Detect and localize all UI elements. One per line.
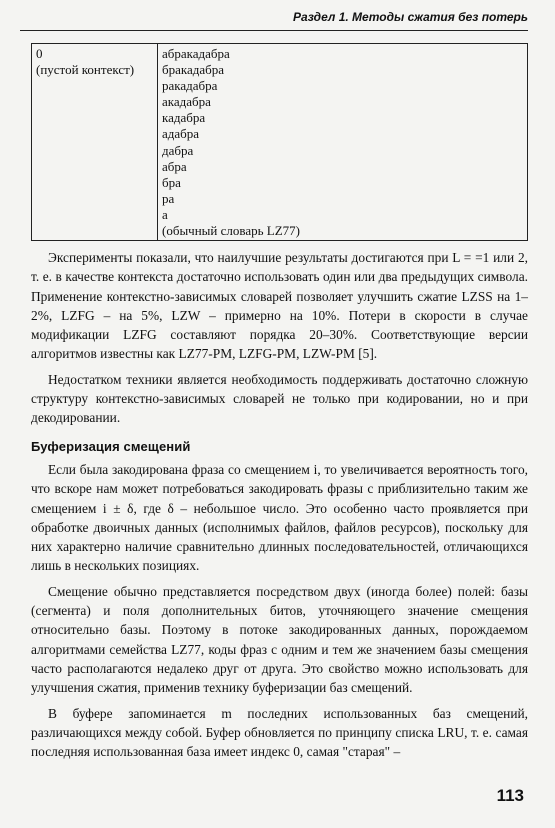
- paragraph-drawback: Недостатком техники является необходимость поддерживать достаточно сложную структуру контекстно-зависимых словарей не только при кодировании, но и при декодировании.: [31, 371, 528, 426]
- dictionary-entry: ра: [162, 190, 175, 206]
- main-text: [31, 248, 528, 761]
- context-value: 0: [36, 46, 43, 61]
- paragraph-buffer: В буфере запоминается m последних использованных баз смещений, различающихся между собой. Буфер обновляется по принципу списка LRU, т. е. самая последняя использованная база имеет индекс 0, самая "старая" –: [31, 705, 528, 760]
- dictionary-entry: кадабра: [162, 110, 206, 126]
- running-header: [20, 8, 528, 31]
- dictionary-entry: а: [162, 206, 168, 222]
- section-heading: Буферизация смещений: [31, 438, 191, 454]
- paragraph-offset-intro: Если была закодирована фраза со смещением i, то увеличивается вероятность того, что вскоре нам может потребоваться закодировать фразы с приблизительно таким же смещением i ± δ, где δ – небольшое число. Это особенно часто проявляется при обработке двоичных данных (исполнимых файлов, файлов ресурсов), поскольку для них характерно наличие сравнительно длинных последовательностей, отличающихся лишь в нескольких позициях.: [31, 461, 528, 574]
- dictionary-entry: адабра: [162, 126, 200, 142]
- dictionary-entry: бра: [162, 174, 181, 190]
- dictionary-entry: ракадабра: [162, 78, 218, 94]
- dictionary-note: (обычный словарь LZ77): [162, 223, 300, 239]
- table-row: [32, 44, 528, 241]
- context-dictionary-table: [31, 43, 528, 241]
- dictionary-entry: дабра: [162, 142, 194, 158]
- dictionary-cell: [158, 44, 528, 241]
- dictionary-entry: бракадабра: [162, 62, 225, 78]
- running-header-title: Раздел 1. Методы сжатия без потерь: [293, 10, 528, 24]
- paragraph-offset-representation: Смещение обычно представляется посредством двух (иногда более) полей: базы (сегмента) и поля дополнительных битов, уточняющего значение смещения относительно базы. Поэтому в потоке закодированных данных, порождаемом алгоритмами семейства LZ77, коды фраз с одним и тем же значением базы смещения часто располагаются недалеко друг от друга. Это свойство можно использовать для улучшения сжатия, применив технику буферизации баз смещений.: [31, 583, 528, 696]
- page-number: 113: [496, 786, 524, 805]
- paragraph-experiments: Эксперименты показали, что наилучшие результаты достигаются при L = =1 или 2, т. е. в качестве контекста достаточно использовать один или два предыдущих символа. Применение контекстно-зависимых словарей позволяет улучшить сжатие LZSS на 1–2%, LZFG – на 5%, LZW – примерно на 10%. Потери в скорости в случае модификации LZFG составляют порядка 20–30%. Соответствующие версии алгоритмов известны как LZ77-PM, LZFG-PM, LZW-PM [5].: [31, 250, 528, 362]
- dictionary-entry: акадабра: [162, 94, 211, 110]
- context-label: (пустой контекст): [36, 62, 135, 78]
- context-cell: [32, 44, 158, 241]
- dictionary-entry: абра: [162, 158, 187, 174]
- dictionary-entry: абракадабра: [162, 46, 230, 61]
